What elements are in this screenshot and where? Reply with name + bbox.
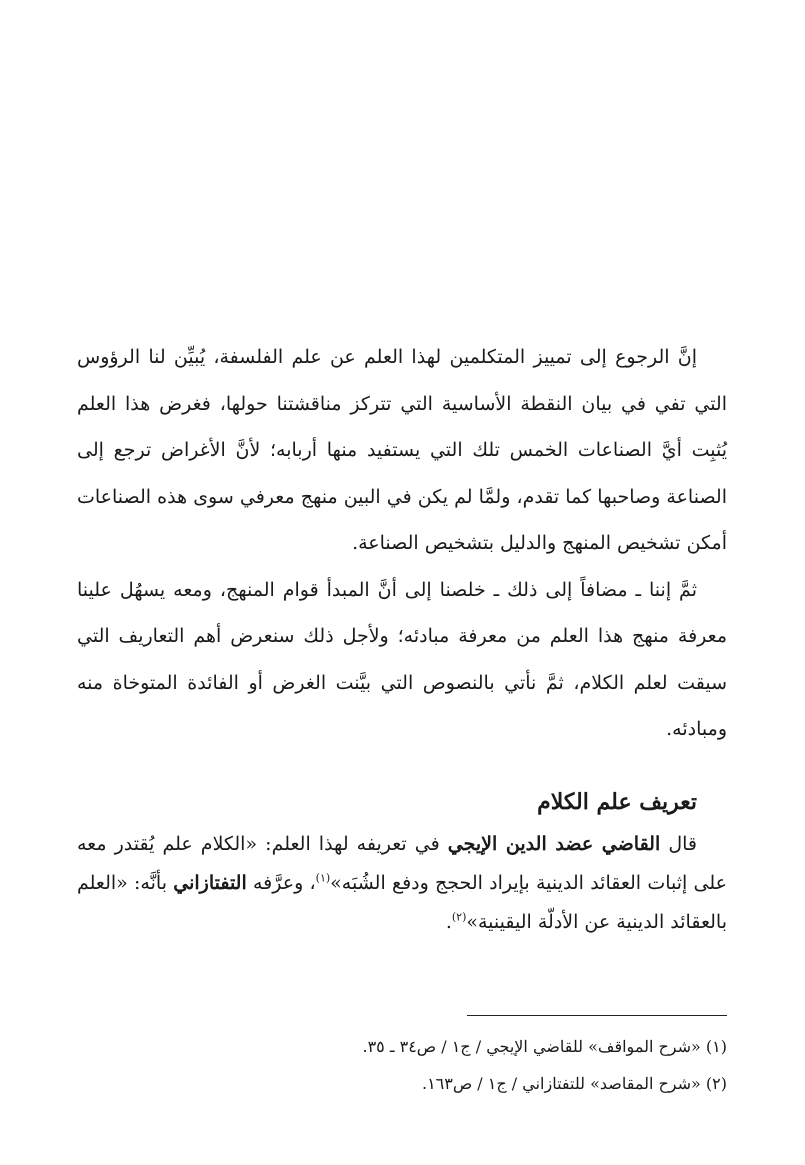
section-heading: تعريف علم الكلام xyxy=(537,788,697,815)
footnote-separator xyxy=(467,1015,727,1016)
footnote-2: (٢) «شرح المقاصد» للتفتازاني / ج١ / ص١٦٣. xyxy=(421,1074,727,1093)
footnotes xyxy=(77,1028,727,1102)
paragraph-1: إنَّ الرجوع إلى تمييز المتكلمين لهذا العلم عن علم الفلسفة، يُبيِّن لنا الرؤوس التي تفي في بيان النقطة الأساسية التي تتركز مناقشتنا حولها، فغرض هذا العلم يُثبِت أيَّ الصناعات الخمس تلك التي يستفيد منها أربابه؛ لأنَّ الأغراض ترجع إلى الصناعة وصاحبها كما تقدم، ولمَّا لم يكن في البين منهج معرفي سوى هذه الصناعات أمكن تشخيص المنهج والدليل بتشخيص الصناعة. xyxy=(77,346,727,554)
footnote-1: (١) «شرح المواقف» للقاضي الإيجي / ج١ / ص٣٤ ـ ٣٥. xyxy=(362,1037,727,1056)
paragraph-2: ثمَّ إننا ـ مضافاً إلى ذلك ـ خلصنا إلى أنَّ المبدأ قوام المنهج، ومعه يسهُل علينا معرفة منهج هذا العلم من معرفة مبادئه؛ ولأجل ذلك سنعرض أهم التعاريف التي سيقت لعلم الكلام، ثمَّ نأتي بالنصوص التي بيَّنت الغرض أو الفائدة المتوخاة منه ومبادئه. xyxy=(77,578,727,740)
footnote-ref-1[interactable]: (١) xyxy=(315,871,331,885)
definition-paragraph xyxy=(77,825,727,942)
def-text-2: ، وعرَّفه xyxy=(246,871,316,894)
scholar-name-iji: القاضي عضد الدين الإيجي xyxy=(447,832,661,855)
footnote-ref-2[interactable]: (٢) xyxy=(451,910,467,924)
def-end: . xyxy=(445,910,452,933)
scholar-name-taftazani: التفتازاني xyxy=(173,871,247,894)
def-text-1: في تعريفه لهذا العلم: «الكلام علم يُقتدر معه على إثبات العقائد الدينية بإيراد الحجج ودفع الشُبَه» xyxy=(77,832,728,894)
main-text xyxy=(77,334,727,942)
def-text-3: بأنَّه: «العلم بالعقائد الدينية عن الأدلّة اليقينية» xyxy=(77,871,727,933)
def-intro: قال xyxy=(660,832,697,855)
